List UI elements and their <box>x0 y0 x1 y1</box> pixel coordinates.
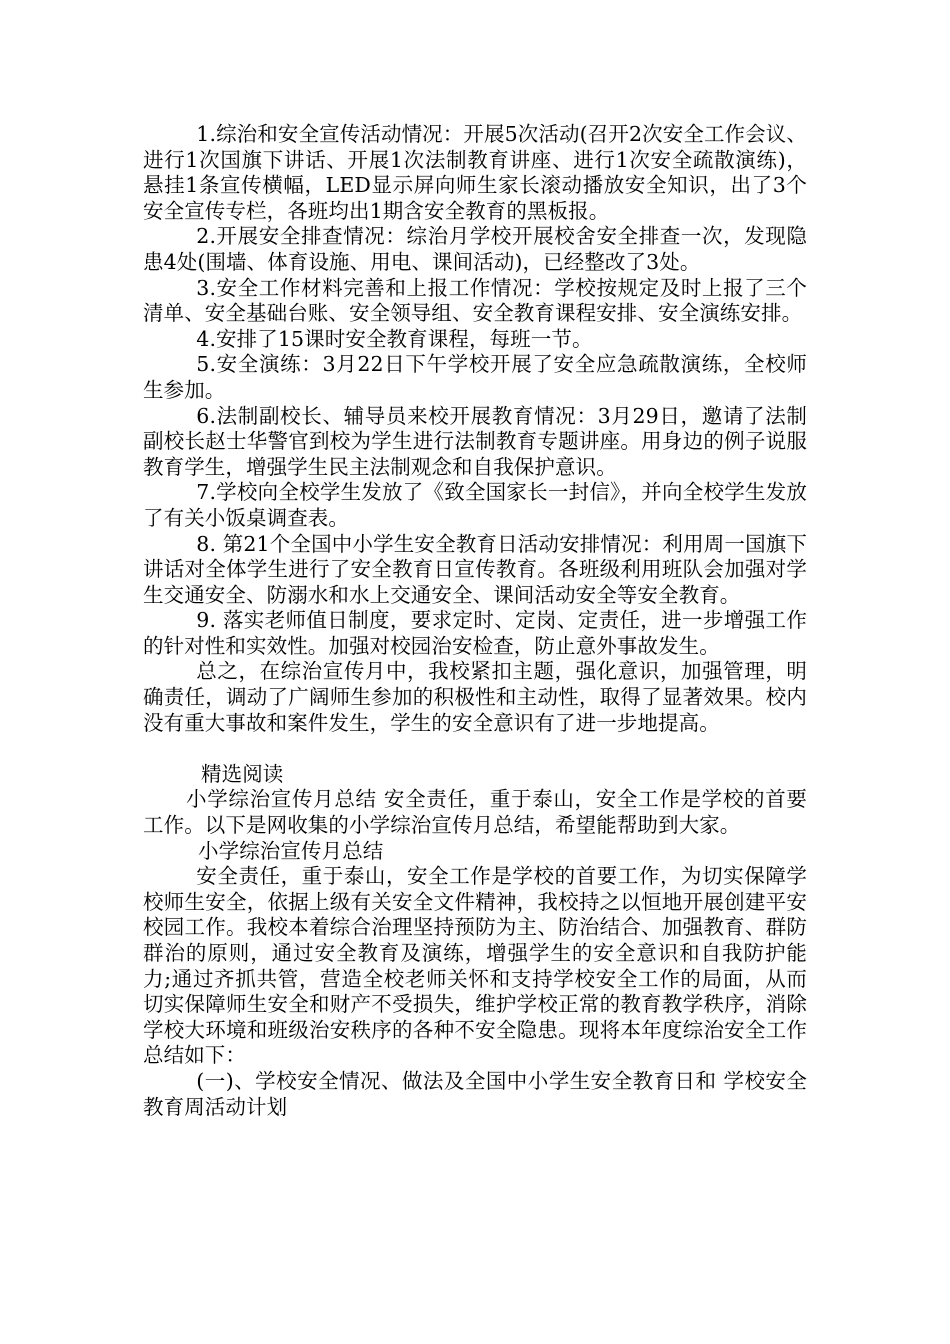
summary-paragraph: 总之，在综治宣传月中，我校紧扣主题，强化意识，加强管理，明确责任，调动了广阔师生参加的积极性和主动性，取得了显著效果。校内没有重大事故和案件发生，学生的安全意识有了进一步地提高。 <box>143 659 807 735</box>
article-body: 安全责任，重于泰山，安全工作是学校的首要工作，为切实保障学校师生安全，依据上级有关安全文件精神，我校持之以恒地开展创建平安校园工作。我校本着综合治理坚持预防为主、防治结合、加强教育、群防群治的原则，通过安全教育及演练，增强学生的安全意识和自我防护能力;通过齐抓共管，营造全校老师关怀和支持学校安全工作的局面，从而切实保障师生安全和财产不受损失，维护学校正常的教育教学秩序，消除学校大环境和班级治安秩序的各种不安全隐患。现将本年度综治安全工作总结如下： <box>143 864 807 1068</box>
paragraph-5: 5.安全演练：3月22日下午学校开展了安全应急疏散演练，全校师生参加。 <box>143 352 807 402</box>
sub-heading: (一)、学校安全情况、做法及全国中小学生安全教育日和 学校安全教育周活动计划 <box>143 1068 807 1119</box>
section-title: 精选阅读 <box>201 761 284 786</box>
paragraph-8: 8. 第21个全国中小学生安全教育日活动安排情况：利用周一国旗下讲话对全体学生进行了安全教育日宣传教育。各班级利用班队会加强对学生交通安全、防溺水和水上交通安全、课间活动安全等安全教育。 <box>143 531 807 607</box>
paragraph-1: 1.综治和安全宣传活动情况：开展5次活动(召开2次安全工作会议、进行1次国旗下讲话、开展1次法制教育讲座、进行1次安全疏散演练)，悬挂1条宣传横幅，LED显示屏向师生家长滚动播放安全知识，出了3个安全宣传专栏，各班均出1期含安全教育的黑板报。 <box>143 122 807 223</box>
document-page <box>143 122 807 1120</box>
paragraph-4: 4.安排了15课时安全教育课程，每班一节。 <box>196 326 593 351</box>
paragraph-7: 7.学校向全校学生发放了《致全国家长一封信》，并向全校学生发放了有关小饭桌调查表。 <box>143 480 807 530</box>
paragraph-3: 3.安全工作材料完善和上报工作情况：学校按规定及时上报了三个清单、安全基础台账、安全领导组、安全教育课程安排、安全演练安排。 <box>143 275 807 326</box>
paragraph-9: 9. 落实老师值日制度，要求定时、定岗、定责任，进一步增强工作的针对性和实效性。加强对校园治安检查，防止意外事故发生。 <box>143 608 807 658</box>
article-title: 小学综治宣传月总结 <box>198 838 384 863</box>
paragraph-2: 2.开展安全排查情况：综治月学校开展校舍安全排查一次，发现隐患4处(围墙、体育设施、用电、课间活动)，已经整改了3处。 <box>143 224 807 274</box>
paragraph-6: 6.法制副校长、辅导员来校开展教育情况：3月29日，邀请了法制副校长赵士华警官到校为学生进行法制教育专题讲座。用身边的例子说服教育学生，增强学生民主法制观念和自我保护意识。 <box>143 403 807 479</box>
blank-line <box>143 736 807 762</box>
intro-paragraph: 小学综治宣传月总结 安全责任，重于泰山，安全工作是学校的首要工作。以下是网收集的小学综治宣传月总结，希望能帮助到大家。 <box>143 787 807 838</box>
